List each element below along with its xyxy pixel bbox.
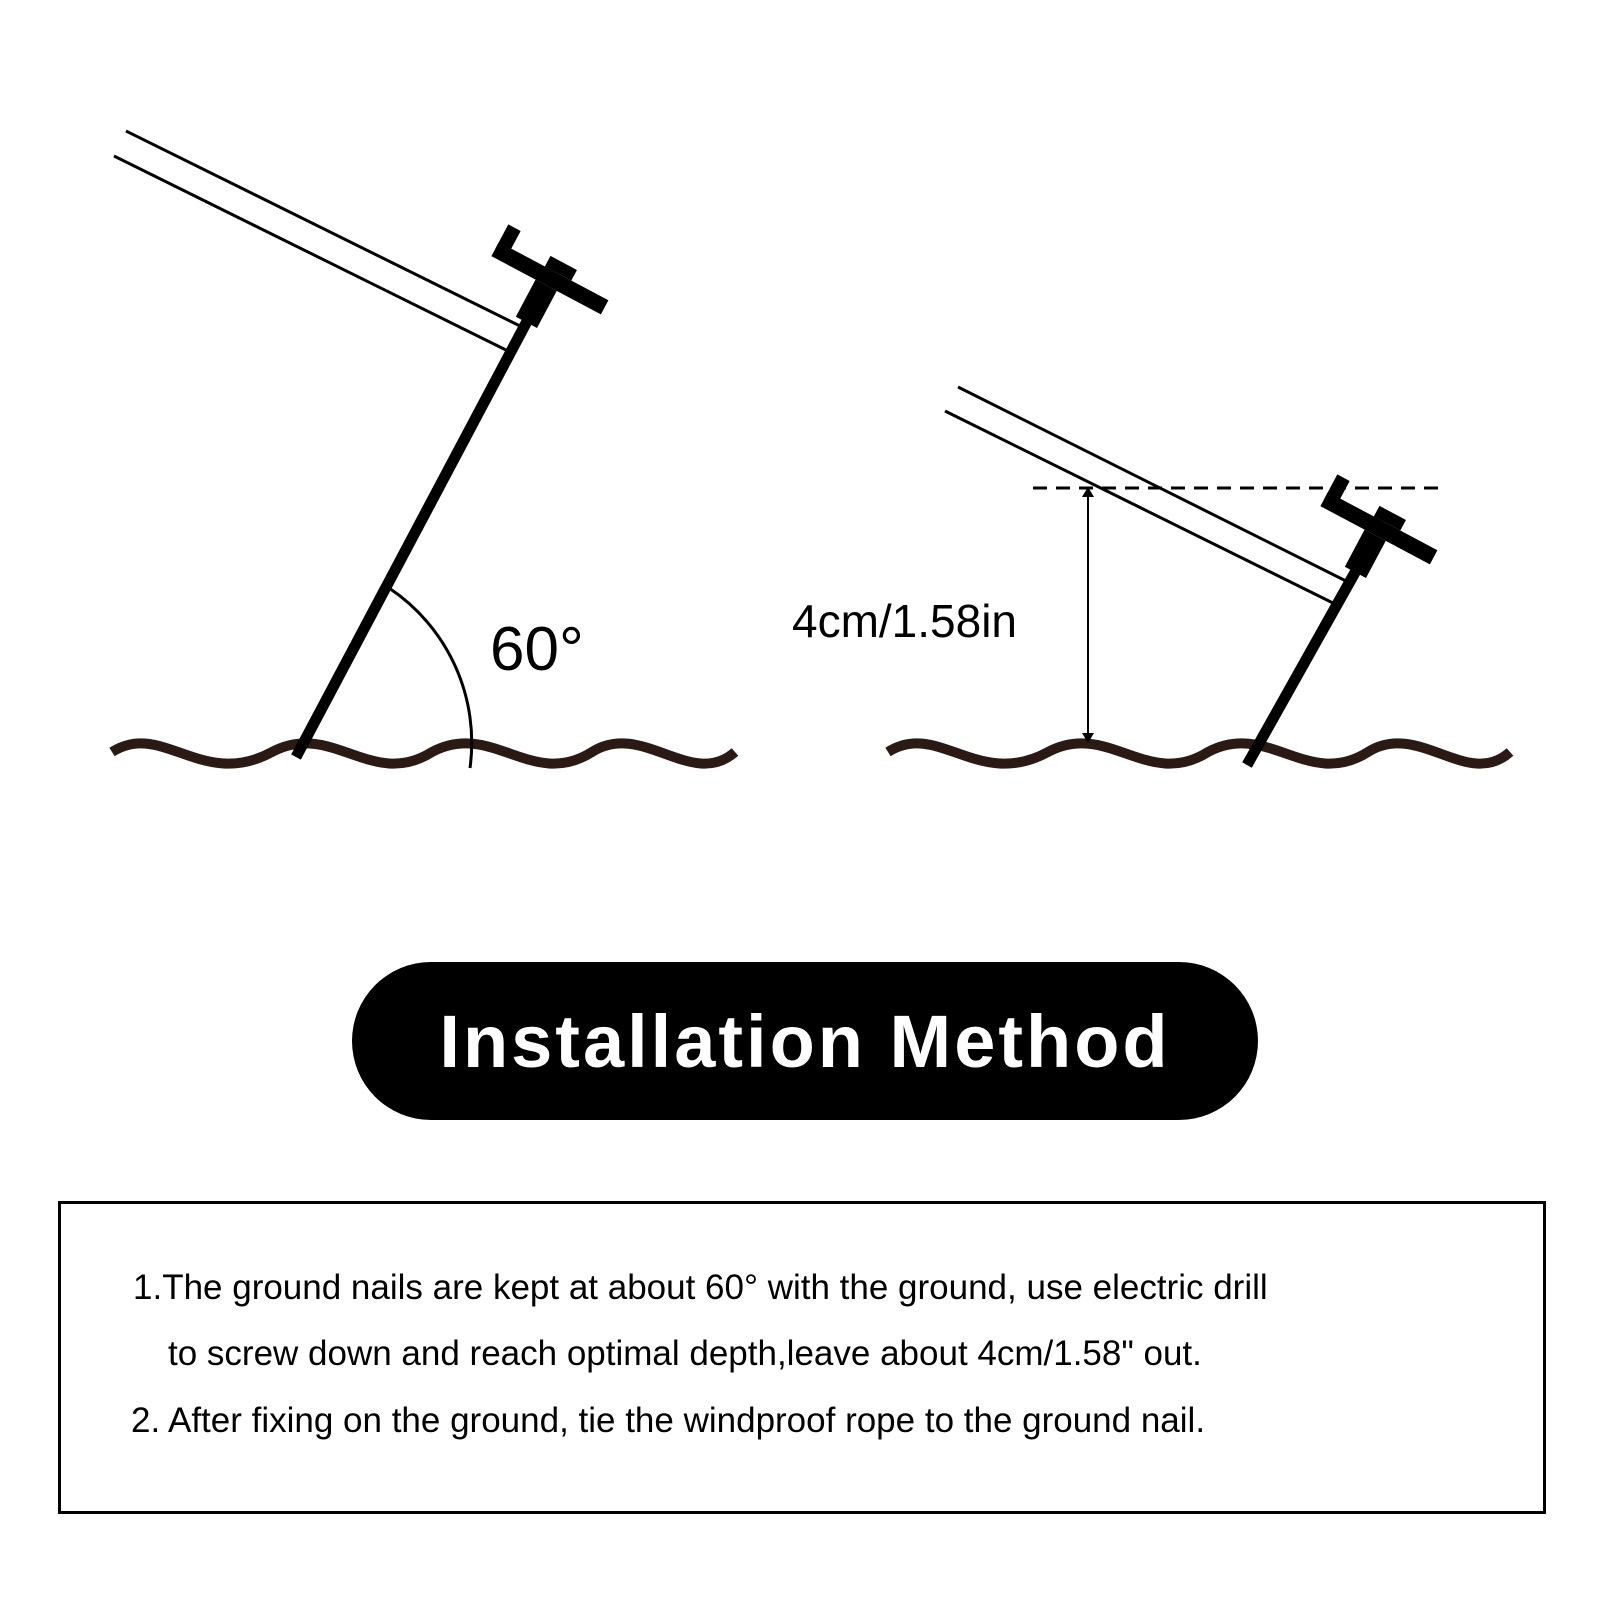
ground-nail-shaft-right: [1247, 560, 1362, 765]
instructions-box: [58, 1201, 1546, 1514]
instruction-line-1-continued: to screw down and reach optimal depth,leave about 4cm/1.58" out.: [168, 1334, 1202, 1373]
title-banner: [352, 962, 1258, 1120]
right-illustration: [792, 387, 1510, 765]
title-text: Installation Method: [439, 999, 1171, 1083]
instruction-line-2: 2. After fixing on the ground, tie the windproof rope to the ground nail.: [131, 1401, 1206, 1440]
wavy-ground-left: [112, 743, 735, 763]
tent-rope-right-b: [945, 411, 1335, 604]
ground-nail-shaft-left: [296, 310, 533, 757]
left-illustration: [112, 131, 735, 768]
tent-rope-left-a: [126, 131, 520, 326]
ground-nail-icon: [472, 224, 618, 351]
instruction-line-1: 1.The ground nails are kept at about 60° with the ground, use electric drill: [133, 1268, 1268, 1307]
tent-rope-right-a: [958, 387, 1348, 582]
tent-rope-left-b: [114, 156, 506, 350]
height-label: 4cm/1.58in: [792, 595, 1018, 647]
ground-nail-icon: [1301, 474, 1447, 601]
angle-label: 60°: [490, 615, 584, 684]
wavy-ground-right: [888, 743, 1510, 763]
